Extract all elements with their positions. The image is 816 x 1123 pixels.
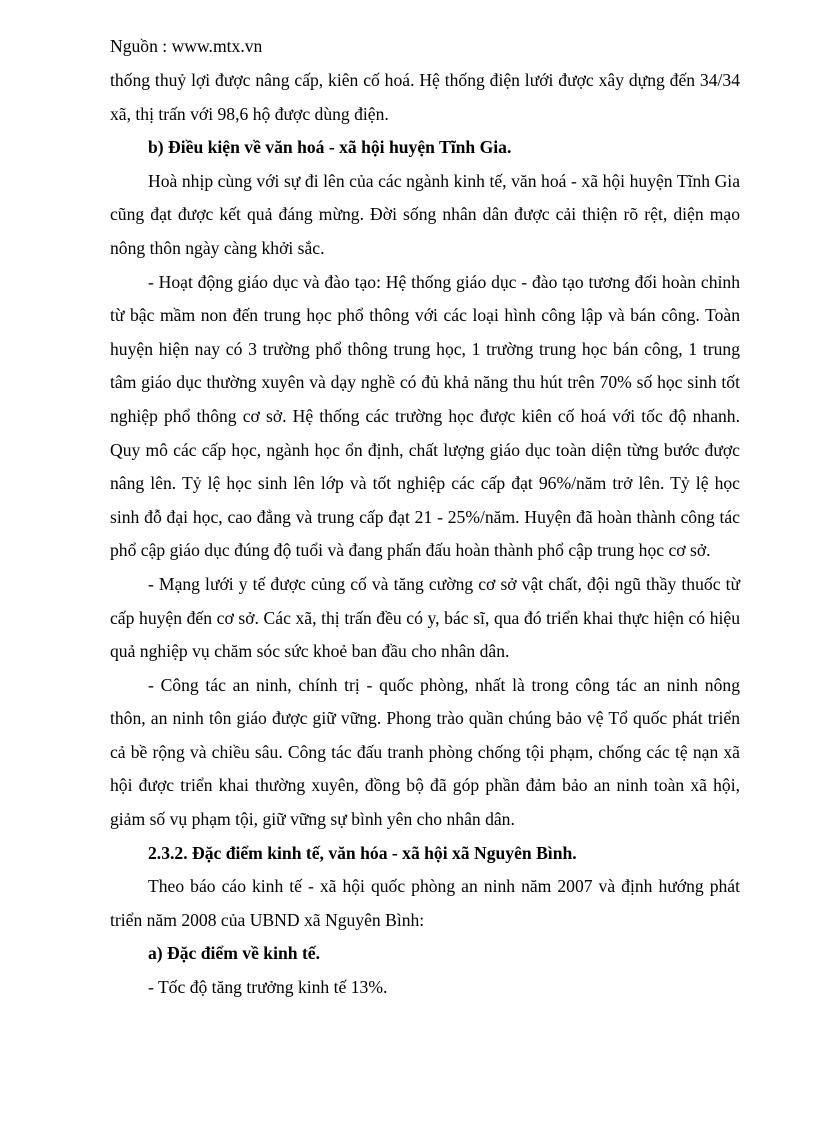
paragraph-growth-rate: - Tốc độ tăng trưởng kinh tế 13%.	[148, 977, 388, 998]
heading-culture-society-tinh-gia: b) Điều kiện về văn hoá - xã hội huyện Tĩnh Gia.	[148, 137, 512, 158]
paragraph-education: - Hoạt động giáo dục và đào tạo: Hệ thống giáo dục - đào tạo tương đối hoàn chỉnh từ bậc mầm non đến trung học phổ thông với các loại hình công lập và bán công. Toàn huyện hiện nay có 3 trường phổ thông trung học, 1 trường trung học bán công, 1 trung tâm giáo dục thường xuyên và dạy nghề có đủ khả năng thu hút trên 70% số học sinh tốt nghiệp phổ thông cơ sở. Hệ thống các trường học được kiên cố hoá với tốc độ nhanh. Quy mô các cấp học, ngành học ổn định, chất lượng giáo dục toàn diện từng bước được nâng lên. Tỷ lệ học sinh lên lớp và tốt nghiệp các cấp đạt 96%/năm trở lên. Tỷ lệ học sinh đỗ đại học, cao đẳng và trung cấp đạt 21 - 25%/năm. Huyện đã hoàn thành công tác phổ cập giáo dục đúng độ tuổi và đang phấn đấu hoàn thành phổ cập trung học cơ sở.	[110, 271, 740, 561]
heading-economy: a) Đặc điểm về kinh tế.	[148, 943, 321, 964]
document-page	[110, 32, 740, 1005]
heading-section-2-3-2: 2.3.2. Đặc điểm kinh tế, văn hóa - xã hội xã Nguyên Bình.	[148, 842, 577, 863]
paragraph-report: Theo báo cáo kinh tế - xã hội quốc phòng an ninh năm 2007 và định hướng phát triển năm 2008 của UBND xã Nguyên Bình:	[110, 876, 740, 930]
source-line: Nguồn : www.mtx.vn	[110, 36, 263, 56]
paragraph-continuation: thống thuỷ lợi được nâng cấp, kiên cố hoá. Hệ thống điện lưới được xây dựng đến 34/34 xã, thị trấn với 98,6 hộ được dùng điện.	[110, 70, 740, 124]
paragraph-security: - Công tác an ninh, chính trị - quốc phòng, nhất là trong công tác an ninh nông thôn, an ninh tôn giáo được giữ vững. Phong trào quần chúng bảo vệ Tổ quốc phát triển cả bề rộng và chiều sâu. Công tác đấu tranh phòng chống tội phạm, chống các tệ nạn xã hội được triển khai thường xuyên, đồng bộ đã góp phần đảm bảo an ninh toàn xã hội, giảm số vụ phạm tội, giữ vững sự bình yên cho nhân dân.	[110, 674, 740, 830]
paragraph-healthcare: - Mạng lưới y tế được củng cố và tăng cường cơ sở vật chất, đội ngũ thầy thuốc từ cấp huyện đến cơ sở. Các xã, thị trấn đều có y, bác sĩ, qua đó triển khai thực hiện có hiệu quả nghiệp vụ chăm sóc sức khoẻ ban đầu cho nhân dân.	[110, 573, 740, 662]
paragraph-overview: Hoà nhịp cùng với sự đi lên của các ngành kinh tế, văn hoá - xã hội huyện Tĩnh Gia cũng đạt được kết quả đáng mừng. Đời sống nhân dân được cải thiện rõ rệt, diện mạo nông thôn ngày càng khởi sắc.	[110, 170, 740, 258]
